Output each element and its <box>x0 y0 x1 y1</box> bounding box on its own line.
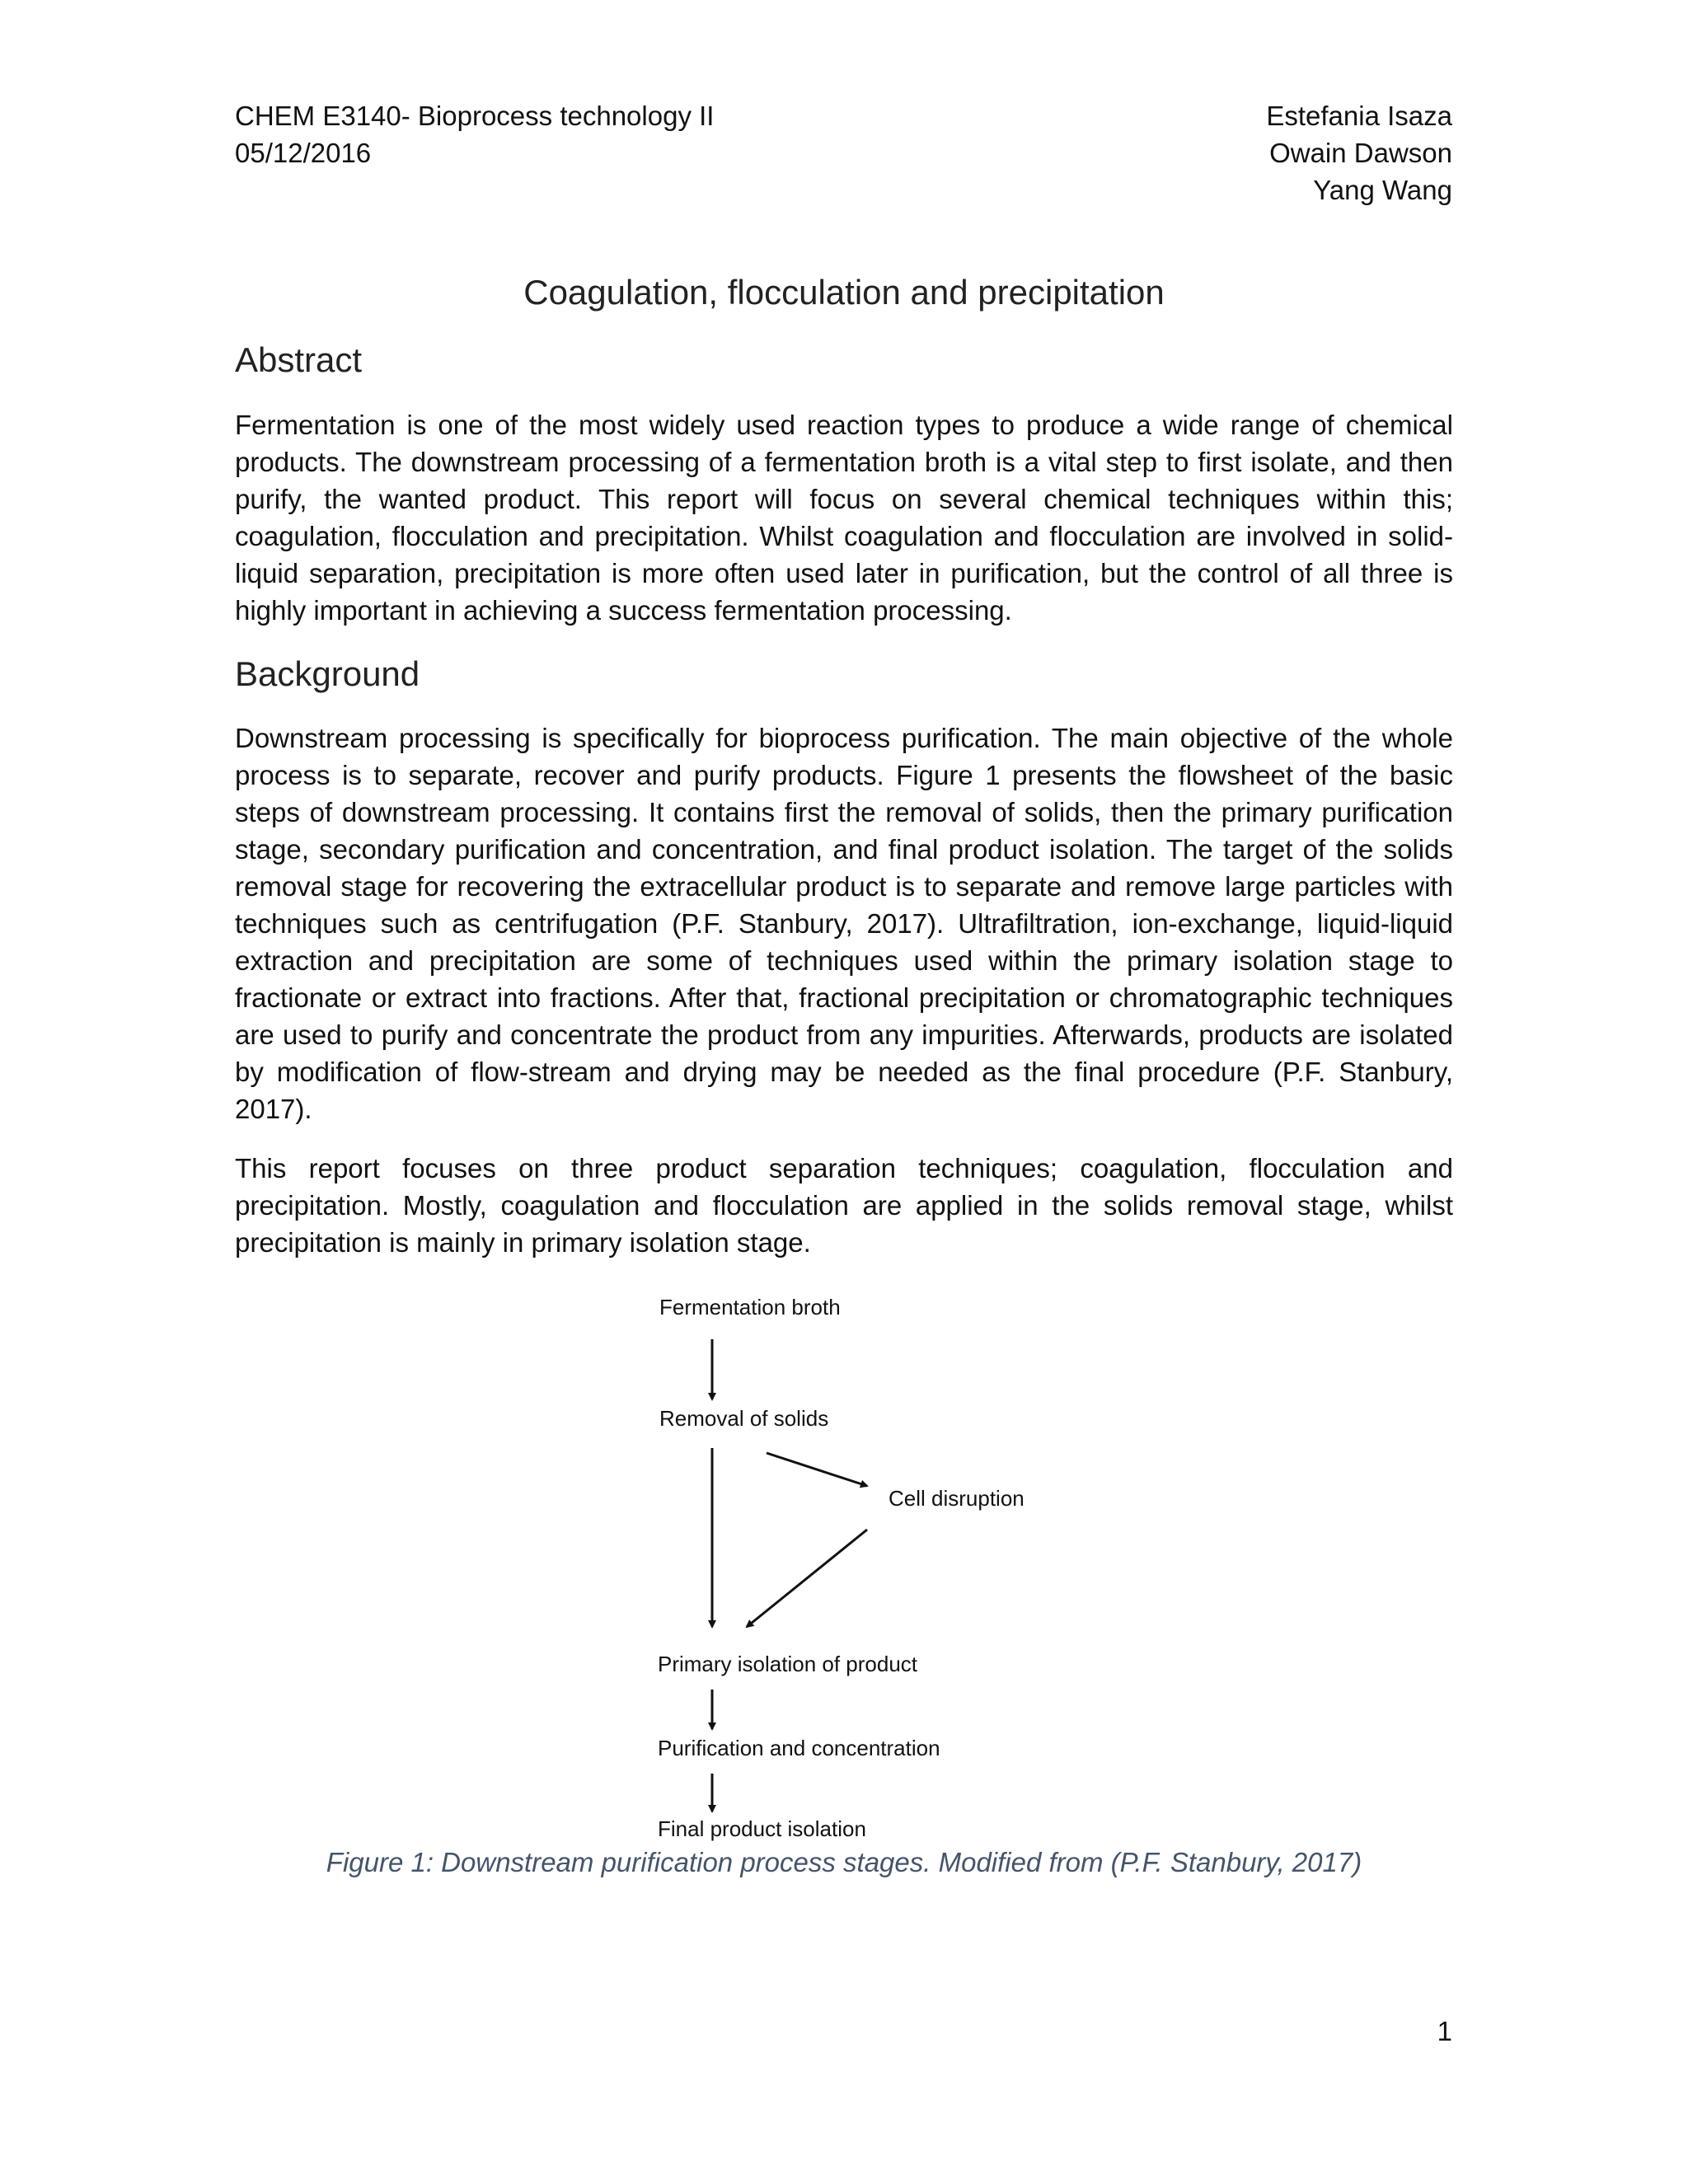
flow-node-fermentation-broth: Fermentation broth <box>659 1295 841 1319</box>
flowsheet-arrows <box>626 1277 1088 1854</box>
arrow-removal-to-cell <box>767 1453 867 1486</box>
downstream-flowsheet-figure <box>626 1277 1088 1854</box>
report-date: 05/12/2016 <box>235 138 372 168</box>
background-paragraph: This report focuses on three product separation techniques; coagulation, flocculation and precipitation. Mostly, coagulation and flocculation are applied in the solids removal stage, whilst precipitation is mainly in primary isolation stage. <box>235 1153 1453 1258</box>
arrow-cell-to-primary <box>747 1530 867 1627</box>
author-name: Estefania Isaza <box>1266 101 1452 131</box>
flow-node-final-isolation: Final product isolation <box>658 1816 866 1841</box>
background-heading: Background <box>235 654 420 693</box>
background-paragraph: Downstream processing is specifically for bioprocess purification. The main objective of the whole process is to separate, recover and purify products. Figure 1 presents the flowsheet of the basic steps of downstream processing. It contains first the removal of solids, then the primary purification stage, secondary purification and concentration, and final product isolation. The target of the solids removal stage for recovering the extracellular product is to separate and remove large particles with techniques such as centrifugation (P.F. Stanbury, 2017). Ultrafiltration, ion-exchange, liquid-liquid extraction and precipitation are some of techniques used within the primary isolation stage to fractionate or extract into fractions. After that, fractional precipitation or chromatographic techniques are used to purify and concentrate the product from any impurities. Afterwards, products are isolated by modification of flow-stream and drying may be needed as the final procedure (P.F. Stanbury, 2017). <box>235 723 1453 1124</box>
flow-node-cell-disruption: Cell disruption <box>889 1486 1025 1511</box>
header-left <box>235 97 714 171</box>
course-name: CHEM E3140- Bioprocess technology II <box>235 101 715 131</box>
abstract-heading: Abstract <box>235 340 363 379</box>
flow-node-primary-isolation: Primary isolation of product <box>658 1652 918 1676</box>
flow-node-removal-of-solids: Removal of solids <box>659 1406 829 1431</box>
author-name: Yang Wang <box>1313 175 1452 205</box>
author-name: Owain Dawson <box>1269 138 1452 168</box>
abstract-paragraph: Fermentation is one of the most widely used reaction types to produce a wide range of chemical products. The downstream processing of a fermentation broth is a vital step to first isolate, and then purify, the wanted product. This report will focus on several chemical techniques within this; coagulation, flocculation and precipitation. Whilst coagulation and flocculation are involved in solid-liquid separation, precipitation is more often used later in purification, but the control of all three is highly important in achieving a success fermentation processing. <box>235 410 1453 626</box>
header-authors <box>1266 97 1452 209</box>
flow-node-purification: Purification and concentration <box>658 1736 940 1760</box>
page-number: 1 <box>1437 2016 1452 2046</box>
document-title: Coagulation, flocculation and precipitation <box>523 273 1165 312</box>
figure-caption: Figure 1: Downstream purification process stages. Modified from (P.F. Stanbury, 2017) <box>326 1847 1362 1877</box>
